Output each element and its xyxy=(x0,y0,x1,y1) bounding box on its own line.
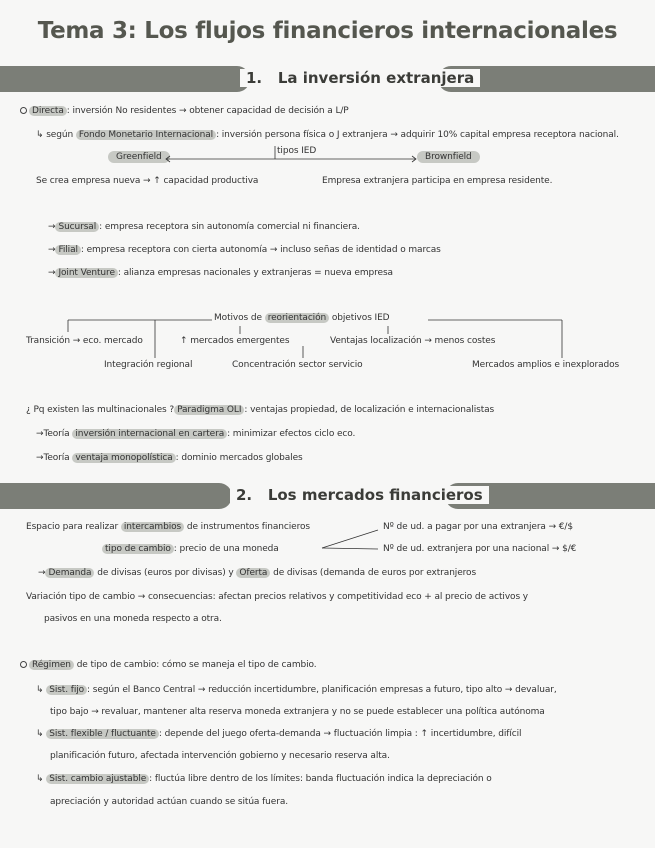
arrow-right-icon: → xyxy=(48,268,56,278)
greenfield-desc: Se crea empresa nueva → ↑ capacidad productiva xyxy=(36,176,259,186)
paradigma-oli-line: ¿ Pq existen las multinacionales ? Paradigma OLI : ventajas propiedad, de localización e internacionalistas xyxy=(26,405,495,415)
directa-text: : inversión No residentes → obtener capacidad de decisión a L/P xyxy=(66,106,349,116)
motivo-mercados-emergentes: ↑ mercados emergentes xyxy=(180,336,290,346)
sist-flexible-line: ↳ Sist. flexible / fluctuante : depende del juego oferta-demanda → fluctuación limpia : ↑ incertidumbre, difícil xyxy=(36,729,522,739)
variacion-line-1: Variación tipo de cambio → consecuencias: afectan precios relativos y competitividad eco + al precio de activos y xyxy=(26,592,529,602)
motivo-ventajas: Ventajas localización → menos costes xyxy=(330,336,496,346)
arrow-right-icon: → xyxy=(38,568,46,578)
teoria-cartera-line: →Teoría inversión internacional en cartera : minimizar efectos ciclo eco. xyxy=(36,429,356,439)
sist-flexible-line-2: planificación futuro, afectada intervención gobierno y necesario reserva alta. xyxy=(50,751,390,761)
greenfield-label: Greenfield xyxy=(108,152,170,162)
arrow-right-icon: → xyxy=(36,429,44,439)
sist-ajustable-line: ↳ Sist. cambio ajustable : fluctúa libre dentro de los límites: banda fluctuación indica la depreciación o xyxy=(36,774,492,784)
motivo-integracion: Integración regional xyxy=(104,360,193,370)
section-2-banner-left xyxy=(0,483,232,509)
section-1-number: 1. xyxy=(246,69,263,87)
fmi-label: Fondo Monetario Internacional xyxy=(76,130,216,140)
directa-label: Directa xyxy=(29,106,67,116)
no-ud-extranjera: Nº de ud. extranjera por una nacional → $/€ xyxy=(383,544,577,554)
section-1-title: La inversión extranjera xyxy=(277,69,475,87)
segun-text: : inversión persona física o J extranjera → adquirir 10% capital empresa receptora nacional. xyxy=(216,130,619,140)
bullet-circle-icon xyxy=(20,661,27,668)
regimen-line: Régimen de tipo de cambio: cómo se maneja el tipo de cambio. xyxy=(20,660,317,670)
return-arrow-icon: ↳ xyxy=(36,130,47,140)
tipo-cambio-line: tipo de cambio : precio de una moneda xyxy=(102,544,279,554)
tipos-ied-label: tipos IED xyxy=(277,146,317,156)
return-arrow-icon: ↳ xyxy=(36,729,47,739)
sist-ajustable-line-2: apreciación y autoridad actúan cuando se sitúa fuera. xyxy=(50,797,288,807)
motivo-transicion: Transición → eco. mercado xyxy=(26,336,143,346)
demanda-oferta-line: → Demanda de divisas (euros por divisas) y Oferta de divisas (demanda de euros por extranjeros xyxy=(38,568,477,578)
filial-line: → Filial : empresa receptora con cierta autonomía → incluso señas de identidad o marcas xyxy=(48,245,441,255)
brownfield-desc: Empresa extranjera participa en empresa residente. xyxy=(322,176,553,186)
motivos-heading: Motivos de reorientación objetivos IED xyxy=(214,313,390,323)
variacion-line-2: pasivos en una moneda respecto a otra. xyxy=(44,614,222,624)
page-title: Tema 3: Los flujos financieros internacionales xyxy=(37,18,618,44)
teoria-monopolistica-line: →Teoría ventaja monopolística : dominio mercados globales xyxy=(36,453,303,463)
sucursal-line: → Sucursal : empresa receptora sin autonomía comercial ni financiera. xyxy=(48,222,360,232)
arrow-right-icon: → xyxy=(48,222,56,232)
return-arrow-icon: ↳ xyxy=(36,685,47,695)
no-ud-pagar: Nº de ud. a pagar por una extranjera → €/$ xyxy=(383,522,573,532)
joint-venture-line: → Joint Venture : alianza empresas nacionales y extranjeras = nueva empresa xyxy=(48,268,393,278)
motivo-concentracion: Concentración sector servicio xyxy=(232,360,363,370)
espacio-line: Espacio para realizar intercambios de instrumentos financieros xyxy=(26,522,310,532)
return-arrow-icon: ↳ xyxy=(36,774,47,784)
section-2-title: Los mercados financieros xyxy=(267,486,483,504)
section-2-number: 2. xyxy=(236,486,253,504)
arrow-right-icon: → xyxy=(48,245,56,255)
motivo-mercados-amplios: Mercados amplios e inexplorados xyxy=(472,360,620,370)
sist-fijo-line-2: tipo bajo → revaluar, mantener alta reserva moneda extranjera y no se puede establecer una política autónoma xyxy=(50,707,545,717)
brownfield-label: Brownfield xyxy=(417,152,480,162)
arrow-right-icon: → xyxy=(36,453,44,463)
sist-fijo-line: ↳ Sist. fijo : según el Banco Central → reducción incertidumbre, planificación empresas a futuro, tipo alto → devaluar, xyxy=(36,685,557,695)
section-2-heading xyxy=(230,486,489,504)
segun-line: ↳ según Fondo Monetario Internacional : inversión persona física o J extranjera → adquirir 10% capital empresa receptora nacional. xyxy=(36,130,619,140)
